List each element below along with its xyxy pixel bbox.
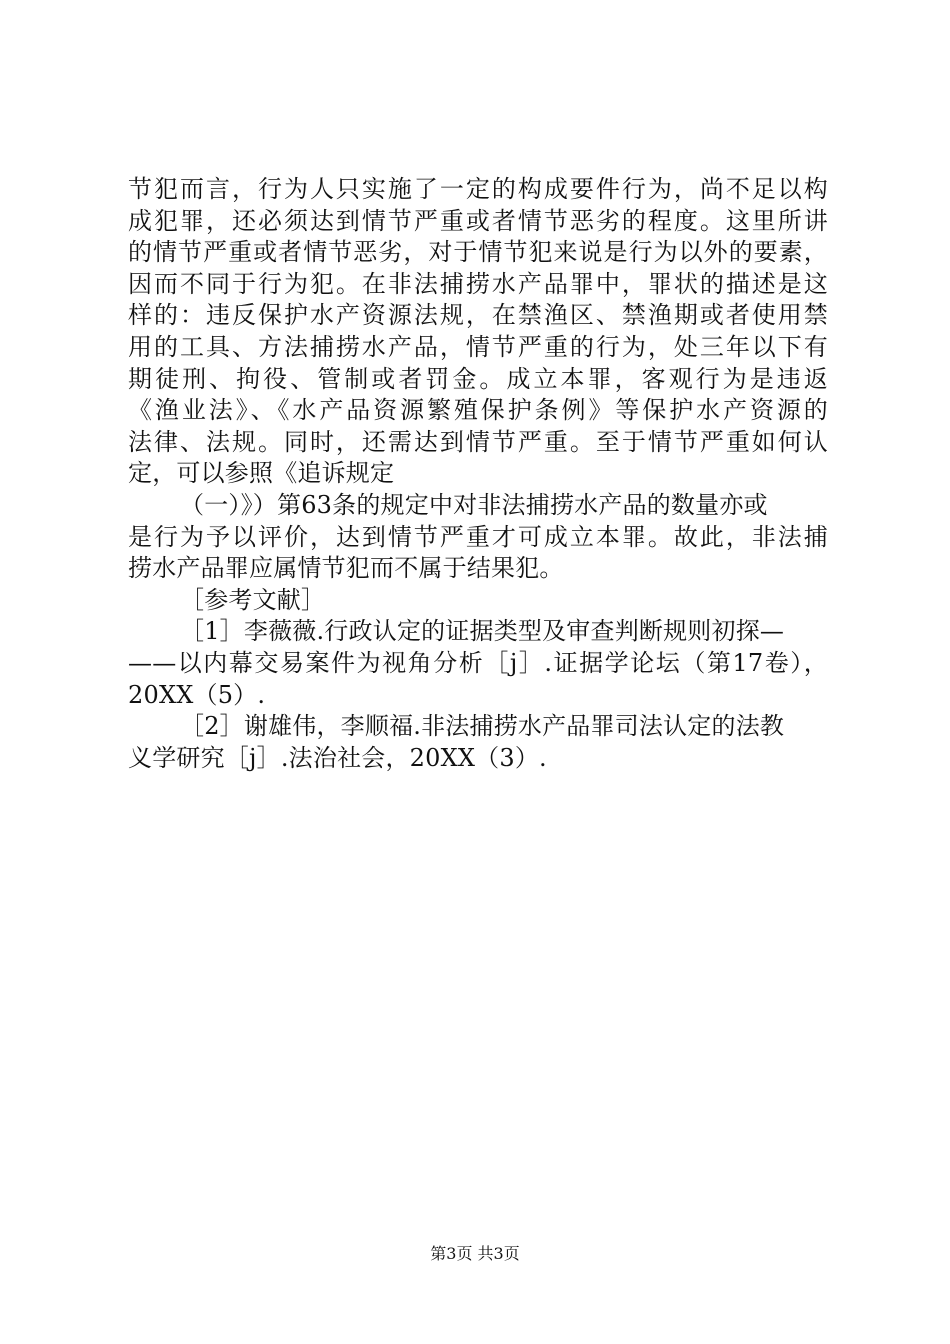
text-line: 《渔业法》、《水产品资源繁殖保护条例》等保护水产资源的 <box>128 396 828 425</box>
reference-item: ［1］李薇薇.行政认定的证据类型及审查判断规则初探— <box>180 617 785 646</box>
reference-continuation: 20XX（5）. <box>128 680 266 709</box>
text-line: 成犯罪，还必须达到情节严重或者情节恶劣的程度。这里所讲 <box>128 206 828 235</box>
text-line: 是行为予以评价，达到情节严重才可成立本罪。故此，非法捕 <box>128 522 828 551</box>
reference-continuation: 义学研究［j］.法治社会，20XX（3）. <box>128 743 547 772</box>
paragraph-first-line: （一）》）第63条的规定中对非法捕捞水产品的数量亦或 <box>180 490 768 519</box>
references-heading: ［参考文献］ <box>180 585 326 614</box>
text-line: 样的：违反保护水产资源法规，在禁渔区、禁渔期或者使用禁 <box>128 301 828 330</box>
text-line: 因而不同于行为犯。在非法捕捞水产品罪中，罪状的描述是这 <box>128 269 828 298</box>
reference-item: ［2］谢雄伟，李顺福.非法捕捞水产品罪司法认定的法教 <box>180 712 785 741</box>
text-line: 期徒刑、拘役、管制或者罚金。成立本罪，客观行为是违返 <box>128 364 828 393</box>
text-line: 的情节严重或者情节恶劣，对于情节犯来说是行为以外的要素， <box>128 238 828 267</box>
text-line: 用的工具、方法捕捞水产品，情节严重的行为，处三年以下有 <box>128 332 828 361</box>
text-line: 法律、法规。同时，还需达到情节严重。至于情节严重如何认 <box>128 427 828 456</box>
text-line: 定，可以参照《追诉规定 <box>128 459 395 488</box>
page-footer: 第3页 共3页 <box>430 1244 520 1263</box>
reference-continuation: ——以内幕交易案件为视角分析［j］.证据学论坛（第17卷）， <box>128 648 828 677</box>
text-line: 捞水产品罪应属情节犯而不属于结果犯。 <box>128 554 564 583</box>
body-text <box>128 174 828 774</box>
text-line: 节犯而言，行为人只实施了一定的构成要件行为，尚不足以构 <box>128 175 828 203</box>
